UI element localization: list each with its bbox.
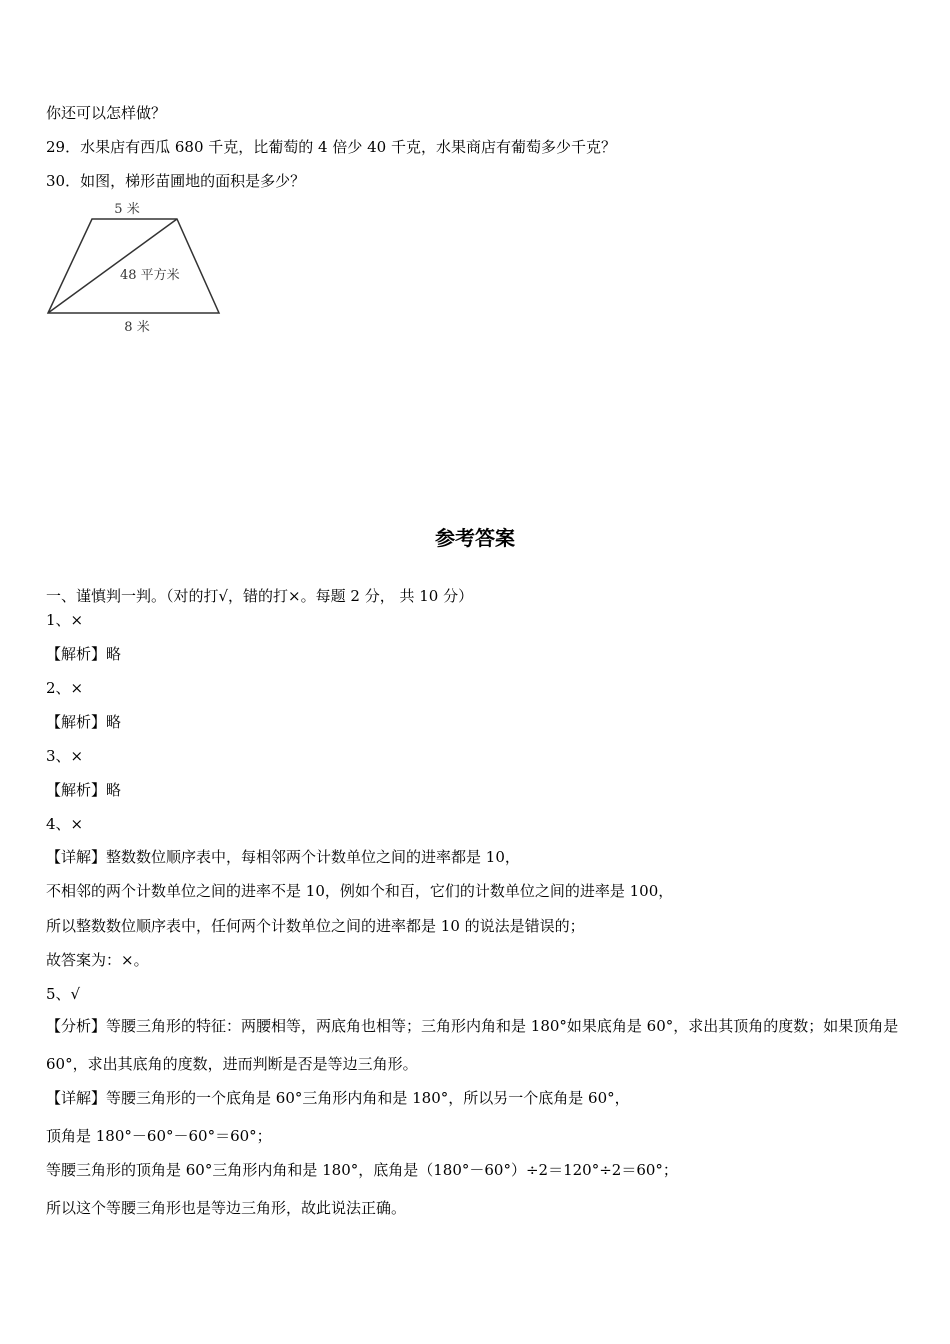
top-base-label: 5 米 xyxy=(114,202,140,217)
answer-1-note: 【解析】略 xyxy=(46,645,122,663)
answer-5-line-4: 所以这个等腰三角形也是等边三角形，故此说法正确。 xyxy=(46,1199,407,1217)
bottom-base-label: 8 米 xyxy=(124,320,150,335)
answer-3: 3、× xyxy=(46,747,84,765)
section-1-heading: 一、谨慎判一判。（对的打√，错的打×。每题 2 分， 共 10 分） xyxy=(46,587,474,605)
answer-5-line-3: 等腰三角形的顶角是 60°三角形内角和是 180°，底角是（180°－60°）÷2＝120°÷2＝60°； xyxy=(46,1161,678,1179)
answer-4-line-4: 故答案为：×。 xyxy=(46,951,149,969)
answer-4-line-2: 不相邻的两个计数单位之间的进率不是 10，例如个和百，它们的计数单位之间的进率是 100， xyxy=(46,882,674,900)
trapezoid-diagonal xyxy=(48,219,177,313)
trapezoid-shape xyxy=(48,219,219,313)
question-29: 29．水果店有西瓜 680 千克，比葡萄的 4 倍少 40 千克，水果商店有葡萄多少千克？ xyxy=(46,138,616,156)
answer-4-line-3: 所以整数数位顺序表中，任何两个计数单位之间的进率都是 10 的说法是错误的； xyxy=(46,917,585,935)
answers-title: 参考答案 xyxy=(435,526,515,550)
question-30: 30．如图，梯形苗圃地的面积是多少？ xyxy=(46,172,306,190)
answer-2-note: 【解析】略 xyxy=(46,713,122,731)
area-label: 48 平方米 xyxy=(120,268,180,283)
alt-method-text: 你还可以怎样做？ xyxy=(46,104,167,122)
trapezoid-figure xyxy=(40,196,240,344)
answer-5-line-1: 【详解】等腰三角形的一个底角是 60°三角形内角和是 180°，所以另一个底角是 60°， xyxy=(46,1089,630,1107)
answer-2: 2、× xyxy=(46,679,84,697)
trapezoid-diagram xyxy=(40,196,240,344)
answer-3-note: 【解析】略 xyxy=(46,781,122,799)
answer-5-line-2: 顶角是 180°－60°－60°＝60°； xyxy=(46,1127,272,1145)
answer-5: 5、√ xyxy=(46,985,81,1003)
answer-4-line-1: 【详解】整数数位顺序表中，每相邻两个计数单位之间的进率都是 10， xyxy=(46,848,520,866)
answer-4: 4、× xyxy=(46,815,84,833)
answer-1: 1、× xyxy=(46,611,84,629)
answer-5-analysis: 【分析】等腰三角形的特征：两腰相等，两底角也相等；三角形内角和是 180°如果底角是 60°，求出其顶角的度数；如果顶角是 60°，求出其底角的度数，进而判断是否是等边三角形。 xyxy=(46,1017,899,1073)
